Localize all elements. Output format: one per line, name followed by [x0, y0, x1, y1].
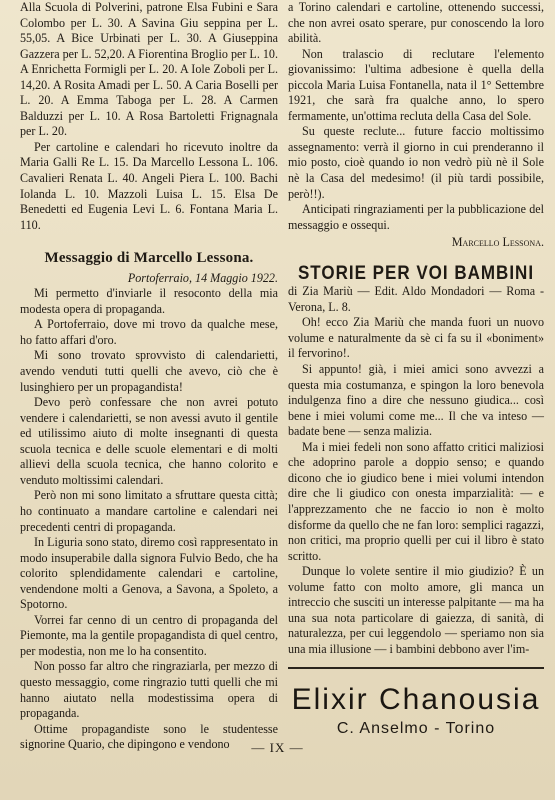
donation-paragraph: Per cartoline e calendari ho ricevuto inoltre da Maria Galli Re L. 15. Da Marcello Lessona L. 106. Cavalieri Renata L. 40. Angeli Piera L. 100. Bachi Iolanda L. 10. Mazzoli Luisa L. 15. Elsa De Benedetti ed Eugenia Levi L. 6. Fontana Maria L. 110. — [20, 139, 278, 232]
letter-paragraph: Non posso far altro che ringraziarla, per mezzo di questo messaggio, come ringrazio tutti quelli che mi hanno aiutato nella modestissima opera di propaganda. — [20, 659, 278, 721]
letter-paragraph: Non tralascio di reclutare l'elemento giovanissimo: l'ultima adbesione è quella della piccola Maria Luisa Fontanella, nata il 1° Settembre 1921, che sarà fra qualche anno, lo spero fermamente, un'ottima recluta della Casa del Sole. — [288, 46, 544, 123]
book-reference: di Zia Mariù — Edit. Aldo Mondadori — Roma - Verona, L. 8. — [288, 284, 544, 314]
letter-paragraph: Mi sono trovato sprovvisto di calendarietti, avendo venduti tutti quelli che avevo, ciò che è lusinghiero per un propagandista! — [20, 348, 278, 394]
dateline: Portoferraio, 14 Maggio 1922. — [127, 270, 278, 285]
divider-rule — [288, 667, 544, 669]
review-paragraph: Ma i miei fedeli non sono affatto critici maliziosi che adoprino parole a doppio senso; e quando dicono che io giudico bene i miei volumi intendon dire che li giudico con onesta imparzialità: — e l'apprezzamento che ne faccio io non è molto disforme da quello che ne fan loro: semplici ragazzi, non critici, ma proprio quelli per cui il libro è stato scritto. — [288, 439, 544, 563]
letter-paragraph: Anticipati ringraziamenti per la pubblicazione del messaggio e ossequi. — [288, 202, 544, 232]
letter-paragraph: Devo però confessare che non avrei potuto vendere i calendarietti, se non avessi avuto il gentile ed utilissimo aiuto di molte insegnanti di questa scuola tecnica e delle scuole elementari e di molti allievi della scuola tecnica, che hanno colorito e venduto moltissimi calendari. — [20, 395, 278, 487]
letter-paragraph: Ottime propagandiste sono le studentesse signorine Quario, che dipingono e vendono — [20, 721, 278, 752]
review-paragraph: Dunque lo volete sentire il mio giudizio? È un volume fatto con molto amore, gli manca un intreccio che susciti un interesse palpitante — ma ha una sua nota particolare di gaiezza, di sanità, di naturalezza, per cui leggendolo — speriamo non sia una mia illusione — i bambini debbono aver l'im- — [288, 564, 544, 656]
letter-signature: Marcello Lessona. — [451, 235, 544, 250]
letter-paragraph: Su queste reclute... future faccio moltissimo assegnamento: verrà il giorno in cui prenderanno il mio posto, cioè quando io non vedrò più nè il Sole nè la Casa del medesimo! (il più tardi possibile, però!!). — [288, 124, 544, 201]
page-number: — IX — — [251, 740, 304, 755]
right-column — [288, 0, 544, 737]
section-title: STORIE PER VOI BAMBINI — [297, 261, 535, 284]
letter-paragraph: A Portoferraio, dove mi trovo da qualche mese, ho fatto affari d'oro. — [20, 317, 278, 347]
ad-subtitle: C. Anselmo - Torino — [336, 720, 496, 738]
letter-paragraph: Vorrei far cenno di un centro di propaganda del Piemonte, ma la gentile propagandista di quel centro, per modestia, non me lo ha consentito. — [20, 612, 278, 658]
letter-paragraph: Mi permetto d'inviarle il resoconto della mia modesta opera di propaganda. — [20, 286, 278, 316]
left-column — [20, 0, 278, 753]
letter-paragraph: Però non mi sono limitato a sfruttare questa città; ho continuato a mandare cartoline e calendari nei precedenti centri di propaganda. — [20, 488, 278, 534]
letter-paragraph: In Liguria sono stato, diremo così rappresentato in modo insuperabile dalla signora Fulvio Bedo, che ha colorito splendidamente calendari e cartoline, vendendone molti a Genova, a Savona, a Spoleto, a Spotorno. — [20, 535, 278, 612]
ad-title: Elixir Chanousia — [291, 683, 541, 717]
advertisement — [288, 683, 544, 737]
review-paragraph: Si appunto! già, i miei amici sono avvezzi a questa mia costumanza, e spingon la loro benevola indulgenza fino a dire che nessuno giudica... così bene i miei volumi come me... Il che va inteso — badate bene — senza malizia. — [288, 362, 544, 439]
donation-list: Alla Scuola di Polverini, patrone Elsa Fubini e Sara Colombo per L. 30. A Savina Giu seppina per L. 55,05. A Bice Urbinati per L. 30. A Giuseppina Gazzera per L. 52,20. A Fiorentina Broglio per L. 10. A Enrichetta Formigli per L. 20. A Iole Zoboli per L. 14,20. A Rosita Amadi per L. 50. A Caria Boselli per L. 20. A Emma Taboga per L. 28. A Carmen Balduzzi per L. 10. A Rosa Bartoletti Frignagnala per L. 20. — [20, 0, 278, 139]
review-paragraph: Oh! ecco Zia Mariù che manda fuori un nuovo volume e naturalmente da sè ci fa su il «boniment» il fervorino!. — [288, 315, 544, 361]
letter-paragraph: a Torino calendari e cartoline, ottenendo successi, che non avrei osato sperare, pur conoscendo la loro abilità. — [288, 0, 544, 46]
letter-title: Messaggio di Marcello Lessona. — [44, 250, 254, 267]
